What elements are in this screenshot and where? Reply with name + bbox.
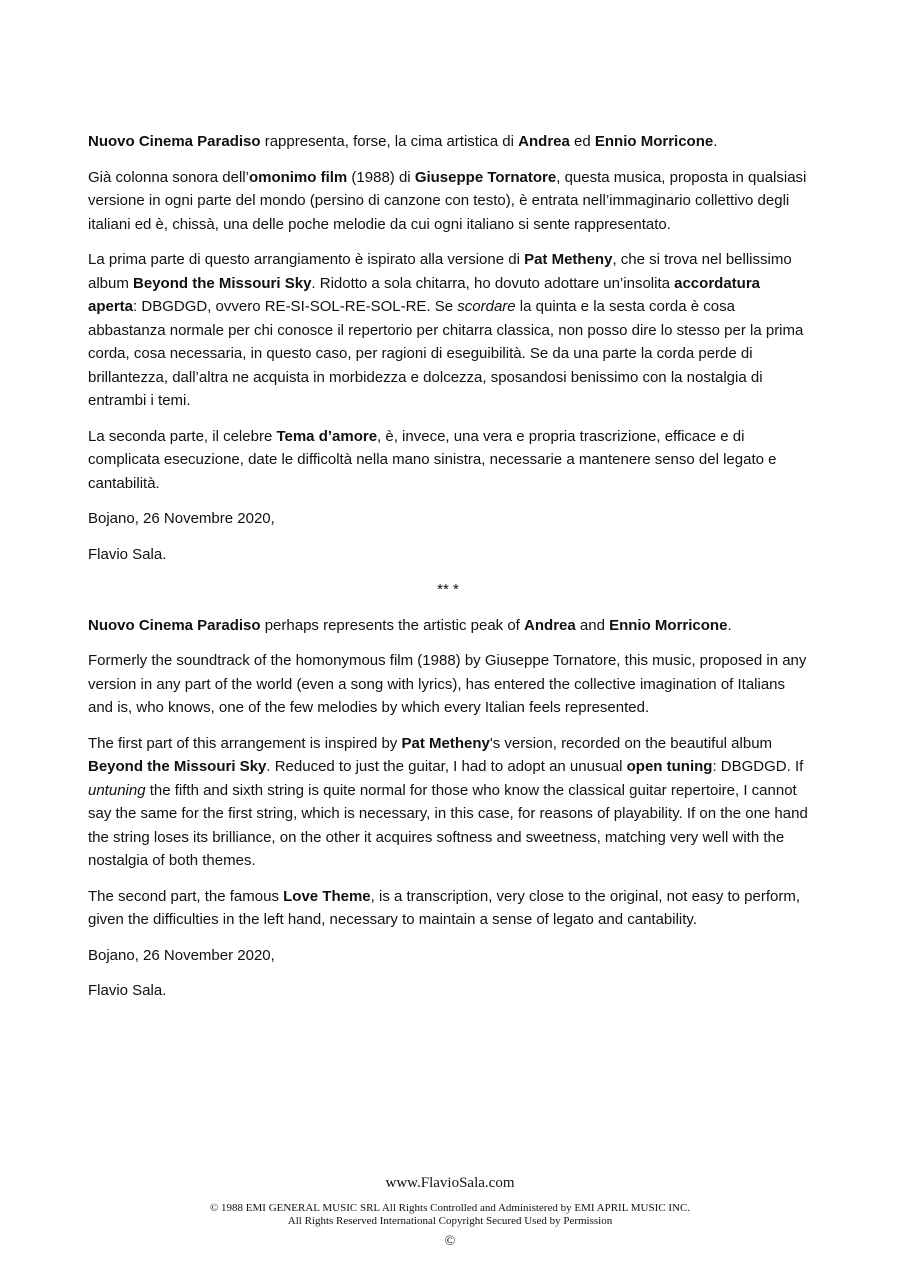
copyright-line-2: All Rights Reserved International Copyright Secured Used by Permission (287, 1215, 613, 1227)
copyright-line-1: © 1988 EMI GENERAL MUSIC SRL All Rights Controlled and Administered by EMI APRIL MUSIC INC. (209, 1202, 691, 1214)
english-paragraph-4: The second part, the famous Love Theme, is a transcription, very close to the original, not easy to perform, given the difficulties in the left hand, necessary to maintain a sense of legato and cantability. (88, 887, 801, 928)
english-paragraph-2: Formerly the soundtrack of the homonymous film (1988) by Giuseppe Tornatore, this music, proposed in any version in any part of the world (even a song with lyrics), has entered the collective imagination of Italians and is, who knows, one of the few melodies by which every Italian feels represented. (88, 652, 807, 716)
italian-paragraph-4: La seconda parte, il celebre Tema d’amore, è, invece, una vera e propria trascrizione, efficace e di complicata esecuzione, date le difficoltà nella mano sinistra, necessarie a mantenere senso del legato e cantabilità. (88, 427, 777, 492)
english-paragraph-3: The first part of this arrangement is inspired by Pat Metheny's version, recorded on the beautiful album Beyond the Missouri Sky. Reduced to just the guitar, I had to adopt an unusual open tuning: DBGDGD. If untuning the fifth and sixth string is quite normal for those who know the classical guitar repertoire, I cannot say the same for the first string, which is necessary, in this case, for reasons of playability. If on the one hand the string loses its brilliance, on the other it acquires softness and sweetness, matching very well with the nostalgia of both themes. (88, 734, 808, 869)
program-notes (88, 130, 808, 1015)
english-date: Bojano, 26 November 2020, (88, 946, 275, 964)
english-signature: Flavio Sala. (88, 982, 167, 999)
italian-paragraph-1: Nuovo Cinema Paradiso rappresenta, forse, la cima artistica di Andrea ed Ennio Morricone. (88, 133, 718, 150)
italian-paragraph-3: La prima parte di questo arrangiamento è ispirato alla versione di Pat Metheny, che si trova nel bellissimo album Beyond the Missouri Sky. Ridotto a sola chitarra, ho dovuto adottare un’insolita accordatura aperta: DBGDGD, ovvero RE-SI-SOL-RE-SOL-RE. Se scordare la quinta e la sesta corda è cosa abbastanza normale per chi conosce il repertorio per chitarra classica, non posso dire lo stesso per la prima corda, cosa necessaria, in questo caso, per ragioni di eseguibilità. Se da una parte la corda perde di brillantezza, dall’altra ne acquista in morbidezza e dolcezza, sposandosi benissimo con la nostalgia di entrambi i temi. (88, 251, 804, 409)
italian-paragraph-2: Già colonna sonora dell’omonimo film (1988) di Giuseppe Tornatore, questa musica, proposta in qualsiasi versione in ogni parte del mondo (persino di canzone con testo), è entrata nell’immaginario collettivo degli italiani ed è, chissà, una delle poche melodie da cui ogni italiano si sente rappresentato. (88, 168, 807, 233)
website-link[interactable]: www.FlavioSala.com (385, 1175, 515, 1191)
copyright-symbol: © (444, 1234, 456, 1249)
english-paragraph-1: Nuovo Cinema Paradiso perhaps represents the artistic peak of Andrea and Ennio Morricone. (88, 616, 732, 634)
italian-signature: Flavio Sala. (88, 545, 167, 563)
section-separator: ** * (437, 581, 459, 598)
page-footer (0, 1173, 900, 1251)
italian-date: Bojano, 26 Novembre 2020, (88, 510, 275, 527)
